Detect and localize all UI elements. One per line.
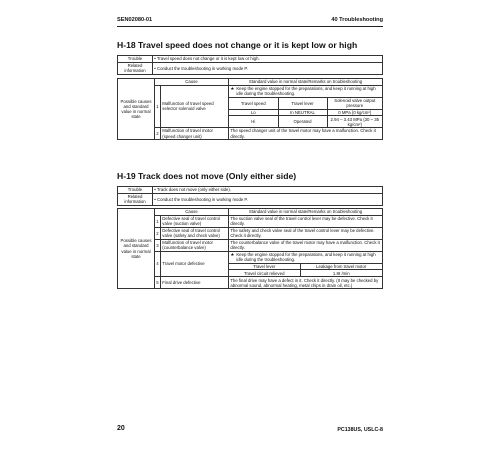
h19-row2-no: 2 xyxy=(155,227,161,239)
model-name: PC138US, USLC-8 xyxy=(337,427,383,433)
td-lever-operated: Operated xyxy=(278,116,327,127)
th-leakage: Leakage from travel motor xyxy=(300,264,382,270)
h18-trouble-text: • Travel speed does not change or it is kept low or high. xyxy=(153,56,383,63)
h18-row1-cause: Malfunction of travel speed selector solenoid valve xyxy=(161,85,229,127)
h19-row4-no: 4 xyxy=(155,251,161,276)
h18-row2-remark: The speed changer unit of the travel motor may have a malfunction. Check it directly. xyxy=(229,128,383,140)
star-icon: ★ xyxy=(230,252,235,258)
h18-info-table xyxy=(117,55,383,75)
h19-row3-remark: The counterbalance valve of the travel motor may have a malfunction. Check it directly. xyxy=(229,239,383,251)
header-rule xyxy=(117,26,383,27)
h19-row3-cause: Malfunction of travel motor (counterbalance valve) xyxy=(161,239,229,251)
h19-row3-no: 3 xyxy=(155,239,161,251)
h19-std-header: Standard value in normal state/Remarks on troubleshooting xyxy=(229,209,383,216)
page-header xyxy=(117,17,383,27)
h18-row2-no: 2 xyxy=(155,128,161,140)
h18-row2-cause: Malfunction of travel motor (speed changer unit) xyxy=(161,128,229,140)
th-travel-lever: Travel lever xyxy=(229,264,300,270)
h19-trouble-label: Trouble xyxy=(118,187,153,194)
td-lever-neutral: In NEUTRAL xyxy=(278,109,327,116)
doc-code: SEN02080-01 xyxy=(117,17,153,23)
h19-row1-cause: Defective seal of travel control valve (suction valve) xyxy=(161,215,229,227)
h19-row2-cause: Defective seal of travel control valve (safety and check valve) xyxy=(161,227,229,239)
th-solenoid-pressure: Solenoid valve output pressure xyxy=(327,98,382,109)
h19-row1-remark: The suction valve seal of the travel control lever may be defective. Check it directly. xyxy=(229,215,383,227)
h19-row1-no: 1 xyxy=(155,215,161,227)
td-leakage-value: 1.8ℓ /min xyxy=(300,270,382,276)
td-circuit-relieved: Travel circuit relieved xyxy=(229,270,300,276)
h19-row5-no: 5 xyxy=(155,277,161,289)
h19-row2-remark: The safety and check valve seal of the travel control lever may be defective. Check it directly. xyxy=(229,227,383,239)
section-title: 40 Troubleshooting xyxy=(331,17,383,23)
td-pressure-lo: 0 MPa {0 kg/cm²} xyxy=(327,109,382,116)
th-travel-speed: Travel speed xyxy=(229,98,278,109)
h18-title: H-18 Travel speed does not change or it is kept low or high xyxy=(117,40,358,50)
h18-causes-table xyxy=(117,78,383,140)
h19-trouble-text: • Track does not move (only either side). xyxy=(153,187,383,194)
h18-row1-no: 1 xyxy=(155,85,161,127)
h19-row4-table-cell xyxy=(229,263,383,276)
h18-row1-note-cell xyxy=(229,85,383,97)
h19-row4-cause: Travel motor defective xyxy=(161,251,229,276)
h19-related-label: Related information xyxy=(118,193,153,205)
h18-row1-table-cell xyxy=(229,97,383,127)
h19-info-table xyxy=(117,186,383,206)
h18-trouble-label: Trouble xyxy=(118,56,153,63)
h19-row4-note-cell xyxy=(229,251,383,263)
h18-related-text: • Conduct the troubleshooting in working mode P. xyxy=(153,62,383,74)
star-icon: ★ xyxy=(230,86,235,92)
td-speed-hi: Hi xyxy=(229,116,278,127)
h19-row5-cause: Final drive defective xyxy=(161,277,229,289)
h19-row4-note: Keep the engine stopped for the preparations, and keep it running at high idle during the troubleshooting. xyxy=(236,252,376,263)
h19-causes-table xyxy=(117,208,383,289)
h18-group-label: Possible causes and standard value in normal state xyxy=(118,79,155,140)
td-speed-lo: Lo xyxy=(229,109,278,116)
h19-group-label: Possible causes and standard value in normal state xyxy=(118,209,155,289)
h19-row5-remark: The final drive may have a defect in it. Check it directly. (It may be checked by abnormal sound, abnormal heating, metal chips in drain oil, etc.) xyxy=(229,277,383,289)
h18-row1-note: Keep the engine stopped for the preparations, and keep it running at high idle during the troubleshooting. xyxy=(236,86,376,97)
h19-related-text: • Conduct the troubleshooting in working mode P. xyxy=(153,193,383,205)
h19-leakage-table xyxy=(229,264,382,276)
h19-cause-header: Cause xyxy=(155,209,229,216)
page-number: 20 xyxy=(117,425,125,432)
td-pressure-hi: 2.94 – 3.43 MPa {30 – 35 kg/cm²} xyxy=(327,116,382,127)
h18-cause-header: Cause xyxy=(155,79,229,86)
h19-title: H-19 Track does not move (Only either side) xyxy=(117,171,297,181)
th-travel-lever: Travel lever xyxy=(278,98,327,109)
h18-pressure-table xyxy=(229,98,382,127)
h18-std-header: Standard value in normal state/Remarks on troubleshooting xyxy=(229,79,383,86)
h18-related-label: Related information xyxy=(118,62,153,74)
